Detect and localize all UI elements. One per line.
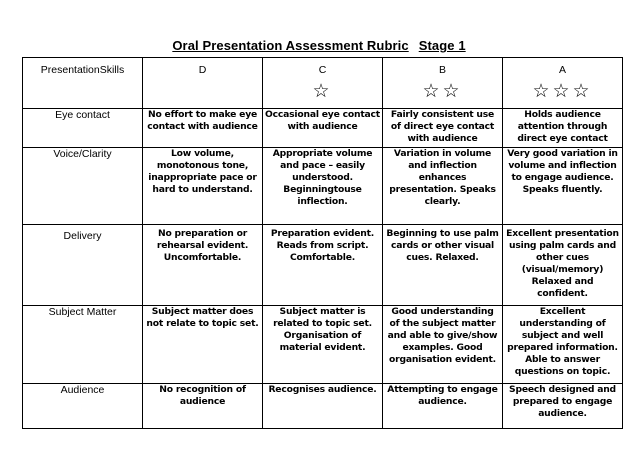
delivery-c: Preparation evident. Reads from script. Comfortable. bbox=[263, 225, 383, 306]
subject-matter-d: Subject matter does not relate to topic set. bbox=[143, 306, 263, 384]
subject-matter-c: Subject matter is related to topic set. Organisation of material evident. bbox=[263, 306, 383, 384]
skill-audience: Audience bbox=[23, 384, 143, 429]
subject-matter-b: Good understanding of the subject matter and able to give/show examples. Good organisation evident. bbox=[383, 306, 503, 384]
two-stars-icon: ☆☆ bbox=[422, 81, 463, 102]
eye-contact-d: No effort to make eye contact with audience bbox=[143, 109, 263, 148]
header-row bbox=[23, 58, 623, 109]
grade-b-label: B bbox=[438, 64, 446, 76]
row-eye-contact bbox=[23, 109, 623, 148]
rubric-table bbox=[22, 57, 623, 429]
title-main: Oral Presentation Assessment Rubric bbox=[172, 38, 409, 53]
delivery-a: Excellent presentation using palm cards and other cues (visual/memory) Relaxed and confident. bbox=[503, 225, 623, 306]
eye-contact-c: Occasional eye contact with audience bbox=[263, 109, 383, 148]
skill-subject-matter: Subject Matter bbox=[23, 306, 143, 384]
eye-contact-b: Fairly consistent use of direct eye contact with audience bbox=[383, 109, 503, 148]
title-stage: Stage 1 bbox=[418, 38, 466, 53]
voice-clarity-c: Appropriate volume and pace – easily understood. Beginningtouse inflection. bbox=[263, 148, 383, 225]
header-skills bbox=[23, 58, 143, 109]
rubric-title bbox=[0, 38, 638, 53]
audience-d: No recognition of audience bbox=[143, 384, 263, 429]
grade-a-label: A bbox=[558, 64, 566, 76]
skill-delivery: Delivery bbox=[23, 225, 143, 306]
row-voice-clarity bbox=[23, 148, 623, 225]
row-audience bbox=[23, 384, 623, 429]
row-delivery bbox=[23, 225, 623, 306]
delivery-d: No preparation or rehearsal evident. Uncomfortable. bbox=[143, 225, 263, 306]
star-icon: ☆ bbox=[312, 81, 333, 102]
header-grade-b bbox=[383, 58, 503, 109]
three-stars-icon: ☆☆☆ bbox=[532, 81, 593, 102]
eye-contact-a: Holds audience attention through direct eye contact bbox=[503, 109, 623, 148]
header-grade-d bbox=[143, 58, 263, 109]
header-skills-label: PresentationSkills bbox=[40, 64, 125, 76]
voice-clarity-b: Variation in volume and inflection enhances presentation. Speaks clearly. bbox=[383, 148, 503, 225]
skill-eye-contact: Eye contact bbox=[23, 109, 143, 148]
audience-b: Attempting to engage audience. bbox=[383, 384, 503, 429]
skill-voice-clarity: Voice/Clarity bbox=[23, 148, 143, 225]
subject-matter-a: Excellent understanding of subject and well prepared information. Able to answer questions on topic. bbox=[503, 306, 623, 384]
grade-c-label: C bbox=[318, 64, 327, 76]
header-grade-c bbox=[263, 58, 383, 109]
grade-d-label: D bbox=[198, 64, 207, 76]
row-subject-matter bbox=[23, 306, 623, 384]
audience-c: Recognises audience. bbox=[263, 384, 383, 429]
voice-clarity-a: Very good variation in volume and inflection to engage audience. Speaks fluently. bbox=[503, 148, 623, 225]
delivery-b: Beginning to use palm cards or other visual cues. Relaxed. bbox=[383, 225, 503, 306]
header-grade-a bbox=[503, 58, 623, 109]
audience-a: Speech designed and prepared to engage audience. bbox=[503, 384, 623, 429]
voice-clarity-d: Low volume, monotonous tone, inappropriate pace or hard to understand. bbox=[143, 148, 263, 225]
